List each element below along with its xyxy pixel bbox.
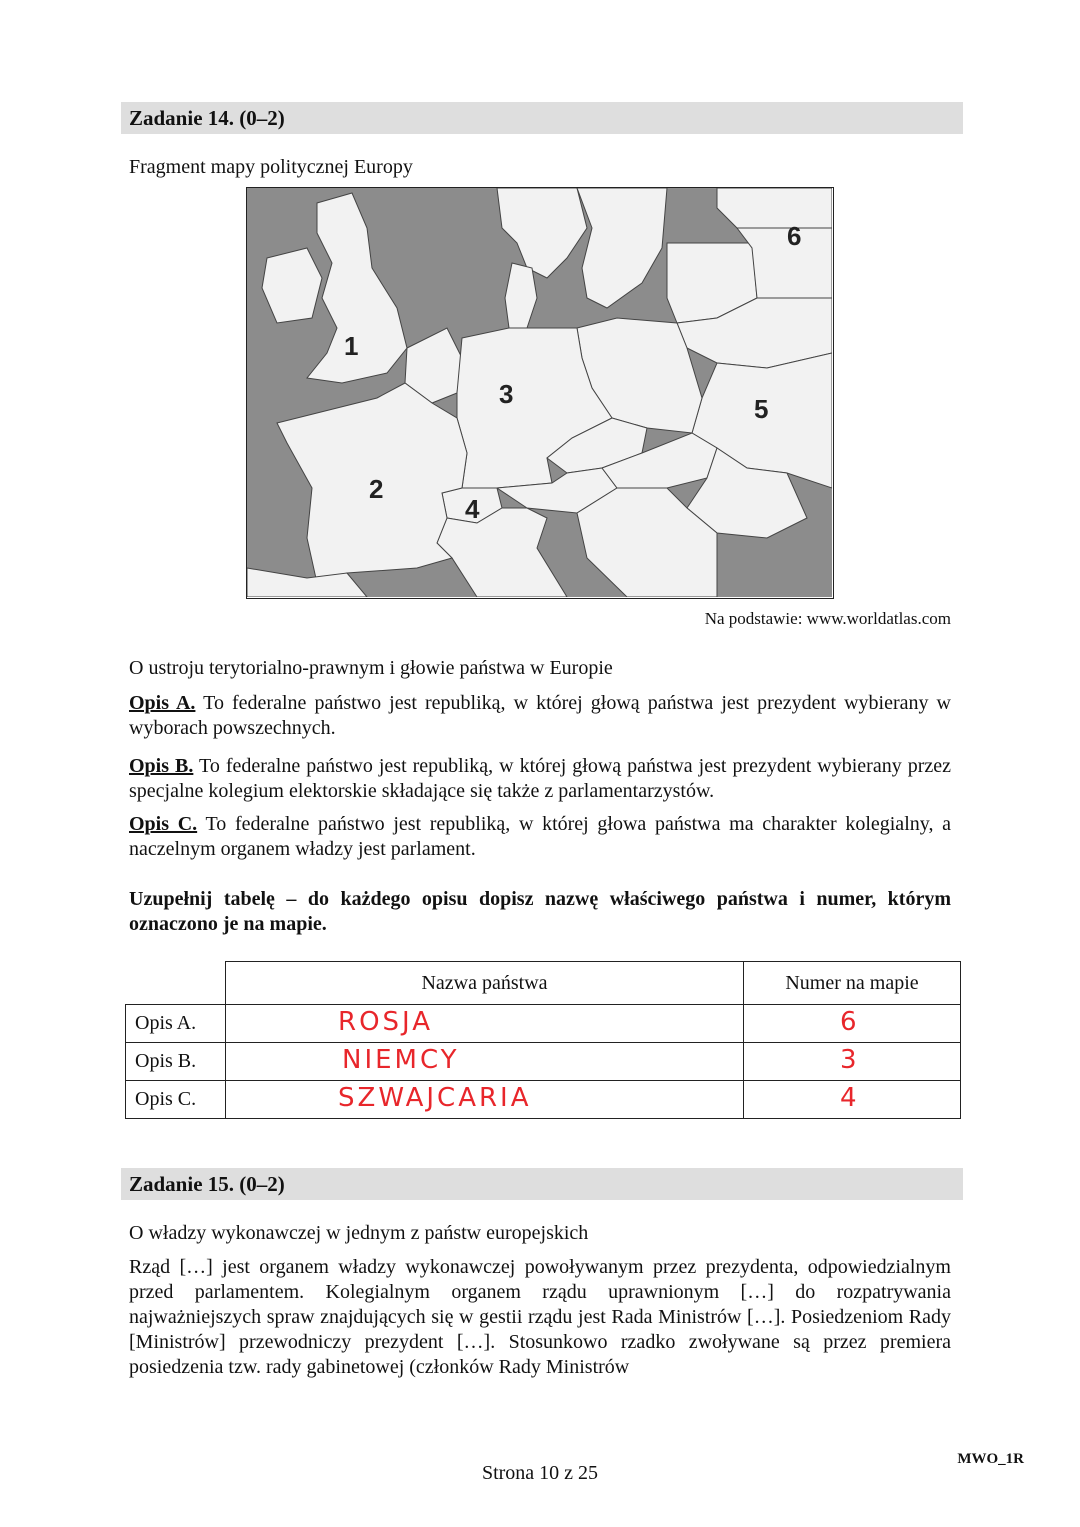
task-14-header bbox=[121, 102, 963, 134]
task-15-header bbox=[121, 1168, 963, 1200]
col-header-name: Nazwa państwa bbox=[226, 962, 744, 1005]
handwritten-country: NIEMCY bbox=[342, 1045, 460, 1075]
handwritten-number: 6 bbox=[840, 1007, 860, 1037]
handwritten-number: 3 bbox=[840, 1045, 860, 1075]
table-row bbox=[126, 1043, 961, 1081]
opis-c-label: Opis C. bbox=[129, 813, 198, 835]
task-14-title: Zadanie 14. (0–2) bbox=[129, 106, 285, 130]
map-label-3: 3 bbox=[499, 379, 514, 409]
opis-b-label: Opis B. bbox=[129, 755, 194, 777]
opis-a-label: Opis A. bbox=[129, 692, 196, 714]
header-empty-cell bbox=[126, 962, 226, 1005]
handwritten-country: ROSJA bbox=[338, 1007, 434, 1037]
answer-table-header bbox=[126, 962, 961, 1005]
europe-political-map bbox=[246, 187, 834, 599]
task-14-instruction: Uzupełnij tabelę – do każdego opisu dopisz nazwę właściwego państwa i numer, którym oznaczono je na mapie. bbox=[129, 888, 951, 935]
answer-number-cell[interactable] bbox=[744, 1081, 961, 1119]
handwritten-country: SZWAJCARIA bbox=[338, 1083, 532, 1113]
map-label-5: 5 bbox=[754, 394, 769, 424]
map-label-6: 6 bbox=[787, 221, 802, 251]
task-15-title: Zadanie 15. (0–2) bbox=[129, 1172, 285, 1196]
answer-country-cell[interactable] bbox=[226, 1043, 744, 1081]
task-15-text: Rząd […] jest organem władzy wykonawczej powoływanym przez prezydenta, odpowiedzialnym przed parlamentem. Kolegialnym organem rządu uprawnionym […] do rozpatrywania najważniejszych spraw znajdujących się w gestii rządu jest Rada Ministrów […]. Posiedzeniom Rady [Ministrów] przewodniczy prezydent […]. Stosunkowo rzadko zwoływane są przez premiera posiedzenia tzw. rady gabinetowej (członków Rady Ministrów bbox=[129, 1256, 951, 1378]
map-label-4: 4 bbox=[465, 494, 480, 524]
row-label: Opis C. bbox=[126, 1081, 226, 1119]
table-row bbox=[126, 1005, 961, 1043]
table-row bbox=[126, 1081, 961, 1119]
row-label: Opis B. bbox=[126, 1043, 226, 1081]
map-source: Na podstawie: www.worldatlas.com bbox=[704, 609, 951, 628]
answer-table bbox=[125, 961, 961, 1119]
task-14-intro: O ustroju terytorialno-prawnym i głowie państwa w Europie bbox=[129, 657, 613, 679]
map-caption: Fragment mapy politycznej Europy bbox=[129, 156, 413, 178]
opis-b-text: To federalne państwo jest republiką, w której głową państwa jest prezydent wybierany przez specjalne kolegium elektorskie składające się także z parlamentarzystów. bbox=[129, 755, 951, 802]
col-header-number: Numer na mapie bbox=[744, 962, 961, 1005]
task-15-intro: O władzy wykonawczej w jednym z państw europejskich bbox=[129, 1222, 589, 1244]
handwritten-number: 4 bbox=[840, 1083, 860, 1113]
map-label-2: 2 bbox=[369, 474, 384, 504]
exam-code: MWO_1R bbox=[957, 1451, 1024, 1467]
answer-number-cell[interactable] bbox=[744, 1005, 961, 1043]
answer-number-cell[interactable] bbox=[744, 1043, 961, 1081]
opis-b bbox=[129, 754, 951, 804]
map-graphic bbox=[247, 188, 832, 597]
opis-c bbox=[129, 812, 951, 862]
opis-a-text: To federalne państwo jest republiką, w której głową państwa jest prezydent wybierany w wyborach powszechnych. bbox=[129, 692, 951, 739]
opis-c-text: To federalne państwo jest republiką, w której głowa państwa ma charakter kolegialny, a naczelnym organem władzy jest parlament. bbox=[129, 813, 951, 860]
map-label-1: 1 bbox=[344, 331, 359, 361]
page-number: Strona 10 z 25 bbox=[481, 1462, 599, 1484]
opis-a bbox=[129, 691, 951, 741]
answer-country-cell[interactable] bbox=[226, 1005, 744, 1043]
row-label: Opis A. bbox=[126, 1005, 226, 1043]
answer-country-cell[interactable] bbox=[226, 1081, 744, 1119]
